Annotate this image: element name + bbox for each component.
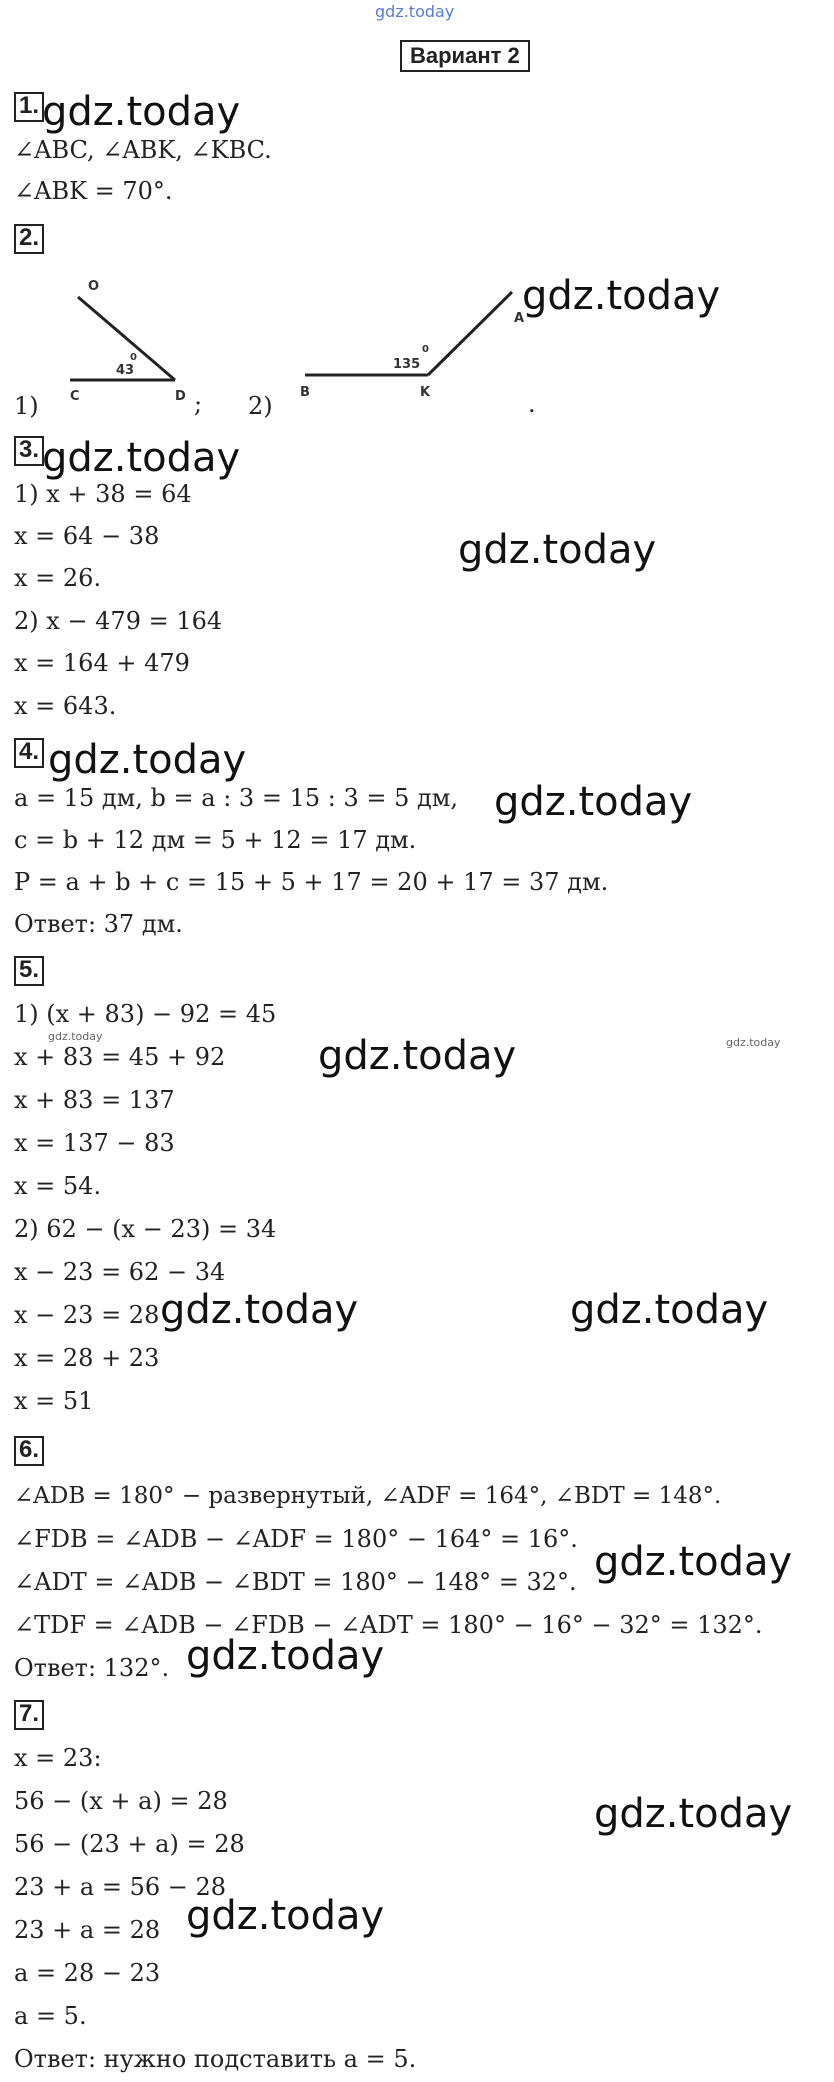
watermark: gdz.today — [42, 435, 241, 481]
page-title: Вариант 2 — [400, 40, 530, 72]
watermark: gdz.today — [594, 1791, 793, 1837]
task-5-line-6: 2) 62 − (x − 23) = 34 — [14, 1215, 277, 1243]
watermark: gdz.today — [186, 1633, 385, 1679]
watermark-small: gdz.today — [48, 1030, 103, 1043]
watermark: gdz.today — [522, 273, 721, 319]
angle-value-43: 43 — [116, 363, 135, 378]
task-3-line-2: x = 64 − 38 — [14, 522, 160, 550]
figure-2-suffix: . — [528, 390, 536, 418]
task-5-line-9: x = 28 + 23 — [14, 1344, 160, 1372]
task-3-line-6: x = 643. — [14, 692, 117, 720]
task-6-number: 6. — [14, 1436, 44, 1466]
task-7-answer: Ответ: нужно подставить a = 5. — [14, 2045, 417, 2073]
figure-1-prefix: 1) — [14, 392, 39, 420]
task-6-line-3: ∠ADT = ∠ADB − ∠BDT = 180° − 148° = 32°. — [14, 1568, 577, 1596]
task-3-line-4: 2) x − 479 = 164 — [14, 607, 223, 635]
task-6-answer: Ответ: 132°. — [14, 1654, 170, 1682]
figure-1-suffix: ; — [194, 390, 203, 418]
watermark-small: gdz.today — [726, 1036, 781, 1049]
task-7-line-2: 56 − (x + a) = 28 — [14, 1787, 228, 1815]
watermark: gdz.today — [48, 737, 247, 783]
task-5-line-7: x − 23 = 62 − 34 — [14, 1258, 226, 1286]
task-4-line-1: a = 15 дм, b = a : 3 = 15 : 3 = 5 дм, — [14, 784, 459, 812]
label-o: O — [88, 279, 100, 294]
task-3-line-5: x = 164 + 479 — [14, 649, 190, 677]
task-3-number: 3. — [14, 436, 44, 466]
label-k: K — [420, 385, 431, 400]
watermark: gdz.today — [160, 1287, 359, 1333]
angle-cdo-drawing — [70, 279, 186, 404]
task-7-line-7: a = 5. — [14, 2002, 87, 2030]
task-6-line-4: ∠TDF = ∠ADB − ∠FDB − ∠ADT = 180° − 16° − 32° = 132°. — [14, 1611, 763, 1639]
task-5-line-2: x + 83 = 45 + 92 — [14, 1043, 226, 1071]
label-a: A — [514, 311, 525, 326]
angle-bka-drawing — [300, 292, 524, 400]
task-1-line-1: ∠ABC, ∠ABK, ∠KBC. — [14, 136, 272, 164]
task-4-number: 4. — [14, 738, 44, 768]
task-4-line-2: c = b + 12 дм = 5 + 12 = 17 дм. — [14, 826, 417, 854]
label-c: C — [70, 389, 80, 404]
task-7-line-6: a = 28 − 23 — [14, 1959, 161, 1987]
task-7-line-4: 23 + a = 56 − 28 — [14, 1873, 227, 1901]
degree-mark-1: 0 — [130, 352, 137, 363]
degree-mark-2: 0 — [422, 344, 429, 355]
task-4-answer: Ответ: 37 дм. — [14, 910, 183, 938]
watermark: gdz.today — [458, 527, 657, 573]
label-b: B — [300, 385, 310, 400]
figure-2-prefix: 2) — [248, 392, 273, 420]
task-6-line-1: ∠ADB = 180° − развернутый, ∠ADF = 164°, ∠BDT = 148°. — [14, 1483, 722, 1509]
angle-value-135: 135 — [393, 357, 421, 372]
watermark: gdz.today — [570, 1287, 769, 1333]
task-5-line-3: x + 83 = 137 — [14, 1086, 175, 1114]
watermark: gdz.today — [186, 1893, 385, 1939]
task-5-line-4: x = 137 − 83 — [14, 1129, 175, 1157]
task-1-line-2: ∠ABK = 70°. — [14, 177, 173, 205]
task-7-line-3: 56 − (23 + a) = 28 — [14, 1830, 245, 1858]
label-d: D — [175, 389, 186, 404]
task-1-number: 1. — [14, 92, 44, 122]
task-5-line-8: x − 23 = 28 — [14, 1301, 160, 1329]
task-6-line-2: ∠FDB = ∠ADB − ∠ADF = 180° − 164° = 16°. — [14, 1525, 578, 1553]
task-5-line-5: x = 54. — [14, 1172, 102, 1200]
task-7-line-5: 23 + a = 28 — [14, 1916, 161, 1944]
task-7-number: 7. — [14, 1700, 44, 1730]
task-5-number: 5. — [14, 956, 44, 986]
watermark: gdz.today — [42, 89, 241, 135]
task-3-line-1: 1) x + 38 = 64 — [14, 480, 192, 508]
task-5-line-1: 1) (x + 83) − 92 = 45 — [14, 1000, 277, 1028]
watermark: gdz.today — [494, 779, 693, 825]
watermark: gdz.today — [594, 1539, 793, 1585]
site-link[interactable]: gdz.today — [375, 2, 455, 21]
task-2-number: 2. — [14, 224, 44, 254]
task-7-line-1: x = 23: — [14, 1744, 102, 1772]
task-4-line-3: P = a + b + c = 15 + 5 + 17 = 20 + 17 = 37 дм. — [14, 868, 609, 896]
watermark: gdz.today — [318, 1033, 517, 1079]
task-5-line-10: x = 51 — [14, 1387, 94, 1415]
task-3-line-3: x = 26. — [14, 564, 102, 592]
